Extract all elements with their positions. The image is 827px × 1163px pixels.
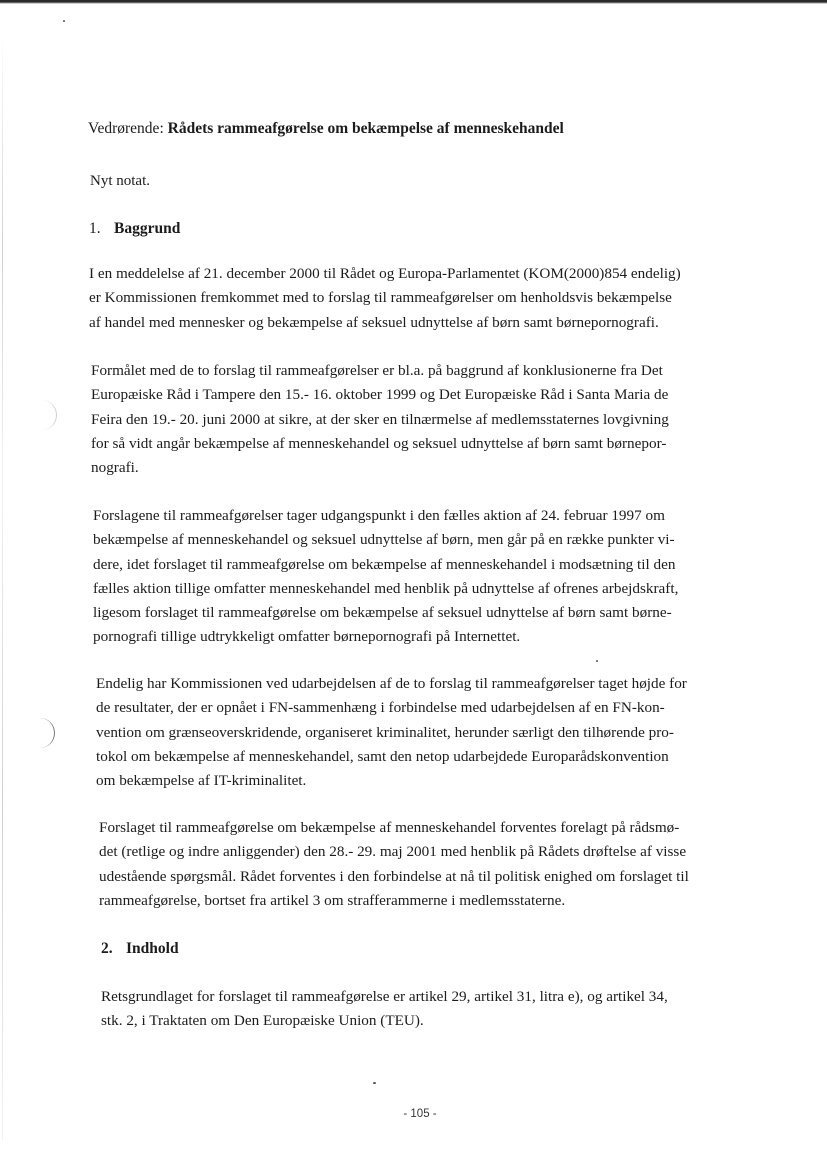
text-line: pornografi tillige udtrykkeligt omfatter børnepornografi på Internettet. — [93, 628, 521, 646]
scan-speck — [63, 20, 65, 22]
text-line: Formålet med de to forslag til rammeafgørelser er bl.a. på baggrund af konklusionerne fra Det — [91, 362, 663, 379]
text-line: I en meddelelse af 21. december 2000 til Rådet og Europa-Parlamentet (KOM(2000)854 endelig) — [89, 265, 681, 282]
text-line: rammeafgørelse, bortset fra artikel 3 om strafferammerne i medlemsstaterne. — [99, 891, 566, 909]
text-line: nografi. — [91, 459, 139, 477]
punch-hole-mark — [40, 400, 57, 430]
heading-title: Rådets rammeafgørelse om bekæmpelse af menneskehandel — [167, 120, 564, 137]
text-line: det (retlige og indre anliggender) den 28.- 29. maj 2001 med henblik på Rådets drøftelse af visse — [99, 843, 687, 861]
text-line: om bekæmpelse af IT-kriminalitet. — [96, 772, 307, 790]
section-heading-baggrund — [89, 219, 180, 239]
note-label: Nyt notat. — [90, 173, 150, 189]
text-line: vention om grænseoverskridende, organiseret kriminalitet, herunder særligt den tilhørende pro- — [96, 723, 674, 741]
section-heading-indhold — [101, 939, 179, 959]
text-line: Retsgrundlaget for forslaget til rammeafgørelse er artikel 29, artikel 31, litra e), og artikel 34, — [101, 988, 668, 1005]
paragraph — [91, 359, 669, 480]
text-line: ligesom forslaget til rammeafgørelse om bekæmpelse af seksuel udnyttelse af børn samt børne- — [93, 604, 672, 622]
section-number: 1. — [89, 220, 101, 237]
text-line: Forslagene til rammeafgørelser tager udgangspunkt i den fælles aktion af 24. februar 1997 om — [93, 507, 665, 524]
text-line: er Kommissionen fremkommet med to forslag til rammeafgørelser om henholdsvis bekæmpelse — [89, 289, 672, 307]
paragraph — [89, 262, 681, 335]
text-line: stk. 2, i Traktaten om Den Europæiske Union (TEU). — [101, 1012, 424, 1030]
paragraph — [101, 985, 668, 1034]
paragraph — [93, 504, 678, 650]
paragraph — [99, 816, 689, 913]
section-title: Indhold — [126, 940, 179, 957]
text-line: de resultater, der er opnået i FN-sammenhæng i forbindelse med udarbejdelsen af en FN-kon- — [96, 699, 665, 717]
text-line: dere, idet forslaget til rammeafgørelse om bekæmpelse af menneskehandel i modsætning til den — [93, 555, 676, 573]
section-number: 2. — [101, 940, 113, 957]
scan-speck — [596, 660, 598, 662]
text-line: Feira den 19.- 20. juni 2000 at sikre, at der sker en tilnærmelse af medlemsstaternes lovgivning — [91, 410, 669, 428]
text-line: tokol om bekæmpelse af menneskehandel, samt den netop udarbejdede Europarådskonvention — [96, 747, 669, 765]
document-heading — [88, 119, 728, 139]
punch-hole-mark — [38, 718, 55, 748]
paragraph — [96, 672, 687, 793]
heading-prefix: Vedrørende: — [88, 120, 164, 137]
text-line: for så vidt angår bekæmpelse af menneskehandel og seksuel udnyttelse af børn samt børnepor- — [91, 434, 667, 452]
text-line: Forslaget til rammeafgørelse om bekæmpelse af menneskehandel forventes forelagt på rådsmø- — [99, 819, 680, 836]
page-number: - 105 - — [403, 1108, 437, 1120]
text-line: af handel med mennesker og bekæmpelse af seksuel udnyttelse af børn samt børnepornografi. — [89, 313, 659, 331]
text-line: Endelig har Kommissionen ved udarbejdelsen af de to forslag til rammeafgørelser taget højde for — [96, 675, 687, 692]
text-line: Europæiske Råd i Tampere den 15.- 16. oktober 1999 og Det Europæiske Råd i Santa Maria de — [91, 386, 669, 404]
text-line: bekæmpelse af menneskehandel og seksuel udnyttelse af børn, men går på en række punkter vi- — [93, 531, 675, 549]
section-title: Baggrund — [114, 220, 181, 237]
scan-left-edge — [2, 30, 3, 1140]
scan-speck — [373, 1082, 376, 1084]
text-line: udestående spørgsmål. Rådet forventes i den forbindelse at nå til politisk enighed om forslaget til — [99, 867, 689, 885]
text-line: fælles aktion tillige omfatter menneskehandel med henblik på udnyttelse af ofrenes arbejdskraft, — [93, 579, 679, 597]
scan-top-border — [0, 0, 827, 4]
